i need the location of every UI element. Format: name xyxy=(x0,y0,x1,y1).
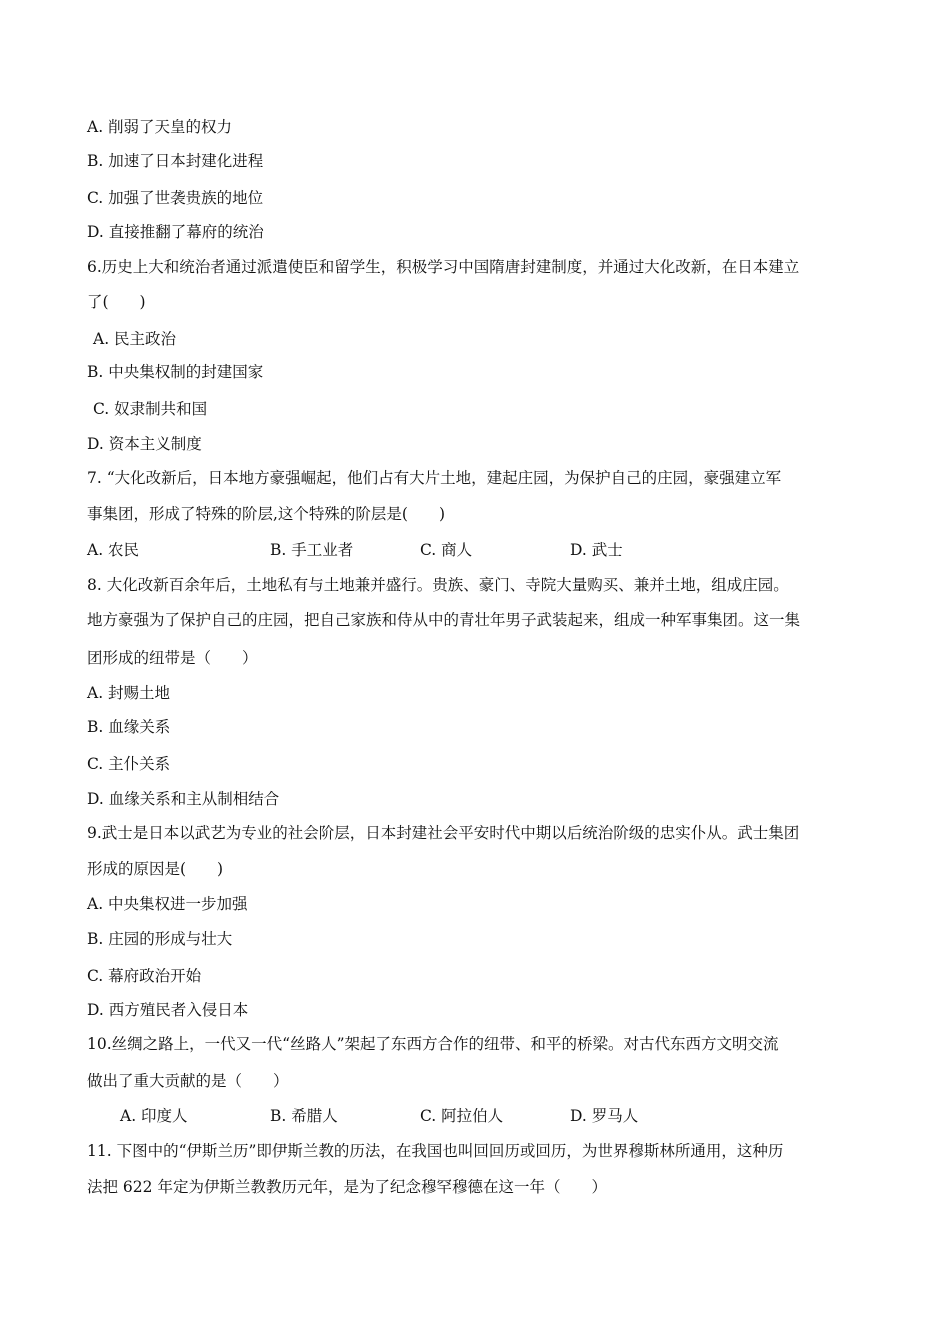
q11-stem-line2: 法把 622 年定为伊斯兰教教历元年，是为了纪念穆罕穆德在这一年（ ） xyxy=(87,1178,607,1196)
q7-stem-line2: 事集团，形成了特殊的阶层,这个特殊的阶层是( ) xyxy=(87,505,446,523)
q7-option-d: D. 武士 xyxy=(570,541,623,559)
q8-option-d: D. 血缘关系和主从制相结合 xyxy=(87,790,280,808)
q7-stem-line1: 7. “大化改新后，日本地方豪强崛起，他们占有大片土地，建起庄园，为保护自己的庄园，豪强建立军 xyxy=(87,469,782,487)
q8-option-a: A. 封赐土地 xyxy=(87,684,171,702)
q6-option-a: A. 民主政治 xyxy=(93,330,177,348)
q6-option-d: D. 资本主义制度 xyxy=(87,435,202,453)
q6-option-b: B. 中央集权制的封建国家 xyxy=(87,363,264,381)
q6-option-c: C. 奴隶制共和国 xyxy=(93,400,208,418)
q7-option-b: B. 手工业者 xyxy=(270,541,354,559)
q5-option-b: B. 加速了日本封建化进程 xyxy=(87,152,264,170)
q11-stem-line1: 11. 下图中的“伊斯兰历”即伊斯兰教的历法，在我国也叫回回历或回历，为世界穆斯林所通用，这种历 xyxy=(87,1142,784,1160)
q8-stem-line1: 8. 大化改新百余年后，土地私有与土地兼并盛行。贵族、豪门、寺院大量购买、兼并土地，组成庄园。 xyxy=(87,576,789,594)
q5-option-a: A. 削弱了天皇的权力 xyxy=(87,118,233,136)
q8-option-b: B. 血缘关系 xyxy=(87,718,171,736)
q9-option-a: A. 中央集权进一步加强 xyxy=(87,895,248,913)
q9-option-b: B. 庄园的形成与壮大 xyxy=(87,930,233,948)
q7-option-a: A. 农民 xyxy=(87,541,140,559)
q10-stem-line2: 做出了重大贡献的是（ ） xyxy=(87,1072,289,1090)
q5-option-d: D. 直接推翻了幕府的统治 xyxy=(87,223,264,241)
q9-stem-line2: 形成的原因是( ) xyxy=(87,860,224,878)
q10-option-a: A. 印度人 xyxy=(120,1107,188,1125)
q6-stem-line2: 了( ) xyxy=(87,293,146,311)
q8-stem-line3: 团形成的纽带是（ ） xyxy=(87,649,258,667)
q7-option-c: C. 商人 xyxy=(420,541,473,559)
q10-option-c: C. 阿拉伯人 xyxy=(420,1107,504,1125)
q9-option-d: D. 西方殖民者入侵日本 xyxy=(87,1001,249,1019)
q10-option-b: B. 希腊人 xyxy=(270,1107,338,1125)
q8-option-c: C. 主仆关系 xyxy=(87,755,171,773)
q6-stem-line1: 6.历史上大和统治者通过派遣使臣和留学生，积极学习中国隋唐封建制度，并通过大化改新，在日本建立 xyxy=(87,258,800,276)
q9-option-c: C. 幕府政治开始 xyxy=(87,967,202,985)
q9-stem-line1: 9.武士是日本以武艺为专业的社会阶层，日本封建社会平安时代中期以后统治阶级的忠实仆从。武士集团 xyxy=(87,824,800,842)
q10-stem-line1: 10.丝绸之路上，一代又一代“丝路人”架起了东西方合作的纽带、和平的桥梁。对古代东西方文明交流 xyxy=(87,1035,779,1053)
q8-stem-line2: 地方豪强为了保护自己的庄园，把自己家族和侍从中的青壮年男子武装起来，组成一种军事集团。这一集 xyxy=(87,611,801,629)
q10-option-d: D. 罗马人 xyxy=(570,1107,639,1125)
q5-option-c: C. 加强了世袭贵族的地位 xyxy=(87,189,264,207)
